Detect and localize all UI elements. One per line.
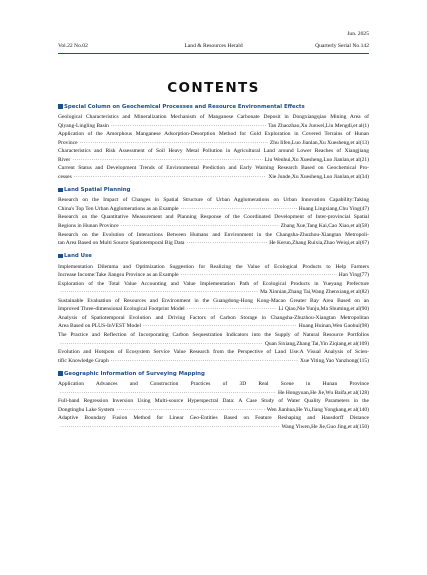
- entry-title-line: Exploration of the Total Value Accounting and Value Implementation Path of Ecological Products in Yueyang Prefecture: [58, 280, 369, 287]
- entry-byline: [58, 173, 369, 182]
- entry-authors-page: He Kerun,Zhang Ruixia,Zhao Weiqi,et al(67): [269, 240, 369, 247]
- dot-leader: [181, 271, 337, 280]
- toc-entry[interactable]: [58, 213, 369, 230]
- entry-byline: [58, 139, 369, 148]
- entry-byline: [58, 271, 369, 280]
- toc-entry[interactable]: [58, 147, 369, 164]
- toc-section: [58, 252, 369, 366]
- entry-title-line: Application Advances and Construction Practices of 3D Real Scene in Hunan Province: [58, 381, 369, 388]
- entry-byline: [58, 122, 369, 131]
- table-of-contents: [58, 102, 369, 436]
- toc-entry[interactable]: [58, 314, 369, 331]
- toc-entry[interactable]: [58, 231, 369, 248]
- section-header: [58, 252, 369, 261]
- toc-entry[interactable]: [58, 263, 369, 280]
- entry-title-line: Research on the Quantitative Measurement and Planning Response of the Coordinated Development of Inter-provincial Spatial: [58, 214, 369, 221]
- toc-entry[interactable]: [58, 380, 369, 397]
- entry-title-line: Evolution and Hotspots of Ecosystem Service Value Research from the Perspective of Land Use:A Visual Analysis of Scien-: [58, 349, 369, 356]
- dot-leader: [116, 406, 264, 415]
- entry-title-line: Sustainable Evaluation of Resources and Environment in the Guangdong-Hong Kong-Macao Greater Bay Area Based on an: [58, 297, 369, 304]
- dot-leader: [143, 322, 297, 331]
- entry-byline: [58, 288, 369, 297]
- entry-byline: [58, 239, 369, 248]
- entry-authors-page: Xue Yiting,Yao Yanzhong(115): [299, 357, 369, 364]
- dot-leader: [181, 205, 297, 214]
- entry-authors-page: Huang Huinan,Wen Gaohui(98): [298, 323, 369, 330]
- serial-number: Quarterly Serial No.142: [315, 43, 369, 49]
- entry-authors-page: Quan Sixiang,Zhang Tai,Yin Ziqiang,et al(109): [264, 340, 369, 347]
- dot-leader: [121, 222, 279, 231]
- toc-entry[interactable]: [58, 196, 369, 213]
- entry-byline: [58, 322, 369, 331]
- toc-entry[interactable]: [58, 164, 369, 181]
- section-title: Special Column on Geochemical Processes and Resource Environmental Effects: [64, 103, 305, 110]
- entry-title-continuation: Regions in Hunan Province: [58, 223, 119, 230]
- section-header: [58, 369, 369, 378]
- volume-number: Vol.22 No.02: [58, 43, 88, 49]
- entry-title-continuation: tan Area Based on Multi Source Spatiotemporal Big Data: [58, 240, 185, 247]
- section-header: [58, 185, 369, 194]
- entry-title-continuation: tific Knowledge Graph: [58, 357, 109, 364]
- entry-authors-page: Zhu Iifen,Luo Jianlan,Xu Xuesheng,et al(13): [269, 139, 369, 146]
- toc-entry[interactable]: [58, 348, 369, 365]
- dot-leader: [111, 357, 298, 366]
- entry-title-line: The Practice and Reflection of Incorporating Carbon Sequestration Indicators into the Supply of Natural Resource Portfolios: [58, 332, 369, 339]
- toc-entry[interactable]: [58, 331, 369, 348]
- entry-byline: [58, 222, 369, 231]
- section-title: Land Spatial Planning: [64, 186, 131, 193]
- entry-title-continuation: Increase Income:Take Jiangsu Province as an Example: [58, 272, 179, 279]
- toc-section: [58, 102, 369, 181]
- toc-entry[interactable]: [58, 297, 369, 314]
- journal-name: Land & Resources Herald: [184, 43, 243, 49]
- dot-leader: [186, 239, 267, 248]
- square-bullet-icon: [58, 254, 63, 259]
- header-rule: [58, 53, 369, 54]
- dot-leader: [80, 139, 268, 148]
- square-bullet-icon: [58, 188, 63, 193]
- entry-authors-page: Tan Zhaozhao,Xu Junwei,Liu Mengdi,et al(1): [268, 122, 369, 129]
- entry-byline: [58, 406, 369, 415]
- entry-title-line: Analysis of Spatiotemporal Evolution and Driving Factors of Carbon Storage in Changsha-Zhuzhou-Xiangtan Metropolitan: [58, 314, 369, 321]
- dot-leader: [60, 389, 276, 398]
- dot-leader: [60, 423, 280, 432]
- page-title: CONTENTS: [167, 80, 260, 96]
- dot-leader: [74, 173, 267, 182]
- entry-byline: [58, 205, 369, 214]
- entry-byline: [58, 423, 369, 432]
- entry-title-line: Adaptive Boundary Fusion Method for Linear Geo-Entities Based on Feature Reshaping and Hausdorff Distance: [58, 415, 369, 422]
- issue-date: Jun. 2025: [347, 31, 369, 37]
- entry-title-line: Application of the Amorphous Manganese Adsorption-Desorption Method for Gold Exploration in Covered Terrains of Hunan: [58, 131, 369, 138]
- entry-title-line: Research on the Evolution of Interactions Between Humans and Environment in the Changsha-Zhuzhou-Xiangtan Metropoli-: [58, 231, 369, 238]
- dot-leader: [60, 288, 258, 297]
- toc-entry[interactable]: [58, 414, 369, 431]
- entry-authors-page: Zhang Xue,Tang Kai,Cao Xiao,et al(58): [280, 223, 369, 230]
- entry-byline: [58, 305, 369, 314]
- entry-authors-page: Huang Lingxiang,Chu Ying(47): [298, 205, 369, 212]
- entry-title-line: Characteristics and Risk Assessment of Soil Heavy Metal Pollution in Agricultural Land around Lower Reaches of Xiangjiang: [58, 148, 369, 155]
- entry-authors-page: Wen Jianhua,He Yu,Jiang Yongkang,et al(140): [266, 406, 369, 413]
- entry-title-continuation: Qiyang-Lingling Basin: [58, 122, 109, 129]
- entry-title-continuation: Dongtinghu Lake System: [58, 406, 115, 413]
- entry-title-continuation: River: [58, 156, 71, 163]
- toc-entry[interactable]: [58, 113, 369, 130]
- entry-title-line: Geological Characteristics and Mineralization Mechanism of Manganese Carbonate Deposit in Dongxiangqiao Mining Area of: [58, 114, 369, 120]
- entry-title-continuation: cesses: [58, 173, 72, 180]
- entry-title-line: Research on the Impact of Changes in Spatial Structure of Urban Agglomerations on Urban Innovation Capability:Taking: [58, 197, 369, 204]
- entry-authors-page: Liu Wenhui,Xu Xuesheng,Luo Jianlan,et al(21): [264, 156, 369, 163]
- entry-authors-page: Wang Yiwen,He Jie,Guo Jing,et al(150): [281, 423, 369, 430]
- entry-title-continuation: Province: [58, 139, 78, 146]
- square-bullet-icon: [58, 104, 63, 109]
- dot-leader: [72, 156, 262, 165]
- entry-byline: [58, 340, 369, 349]
- toc-section: [58, 185, 369, 247]
- dot-leader: [111, 122, 266, 131]
- entry-byline: [58, 156, 369, 165]
- entry-authors-page: Li Qiao,Nie Yunju,Ma Shuming,et al(90): [278, 306, 369, 313]
- entry-authors-page: Xie Junde,Xu Xuesheng,Luo Jianlan,et al(34): [268, 173, 369, 180]
- dot-leader: [187, 305, 277, 314]
- toc-entry[interactable]: [58, 397, 369, 414]
- entry-title-line: Full-band Regression Inversion Using Multi-source Hyperspectral Data: A Case Study of Water Quality Parameters in the: [58, 398, 369, 405]
- toc-entry[interactable]: [58, 280, 369, 297]
- entry-title-continuation: China's Top Ten Urban Agglomerations as an Example: [58, 205, 179, 212]
- section-header: [58, 102, 369, 111]
- entry-byline: [58, 389, 369, 398]
- toc-section: [58, 369, 369, 431]
- square-bullet-icon: [58, 371, 63, 376]
- toc-entry[interactable]: [58, 130, 369, 147]
- entry-title-line: Current Status and Development Trends of Environmental Prediction and Early Warning Research Based on Geochemical Pro-: [58, 165, 369, 172]
- entry-authors-page: Ma Xinnian,Zhang Tai,Wang Zhenxiang,et al(82): [260, 289, 369, 296]
- section-title: Land Use: [64, 253, 92, 260]
- dot-leader: [60, 340, 263, 349]
- entry-authors-page: He Hongyuan,He Jie,Wu Baifa,et al(128): [278, 389, 369, 396]
- entry-title-line: Implementation Dilemma and Optimization Suggestion for Realizing the Value of Ecological Products to Help Farmers: [58, 263, 369, 270]
- section-title: Geographic Information of Surveying Mapping: [64, 370, 205, 377]
- entry-byline: [58, 357, 369, 366]
- entry-title-continuation: Area Based on PLUS-InVEST Model: [58, 323, 141, 330]
- entry-authors-page: Han Ying(77): [338, 272, 369, 279]
- entry-title-continuation: Improved Three-dimensional Ecological Footprint Model: [58, 306, 185, 313]
